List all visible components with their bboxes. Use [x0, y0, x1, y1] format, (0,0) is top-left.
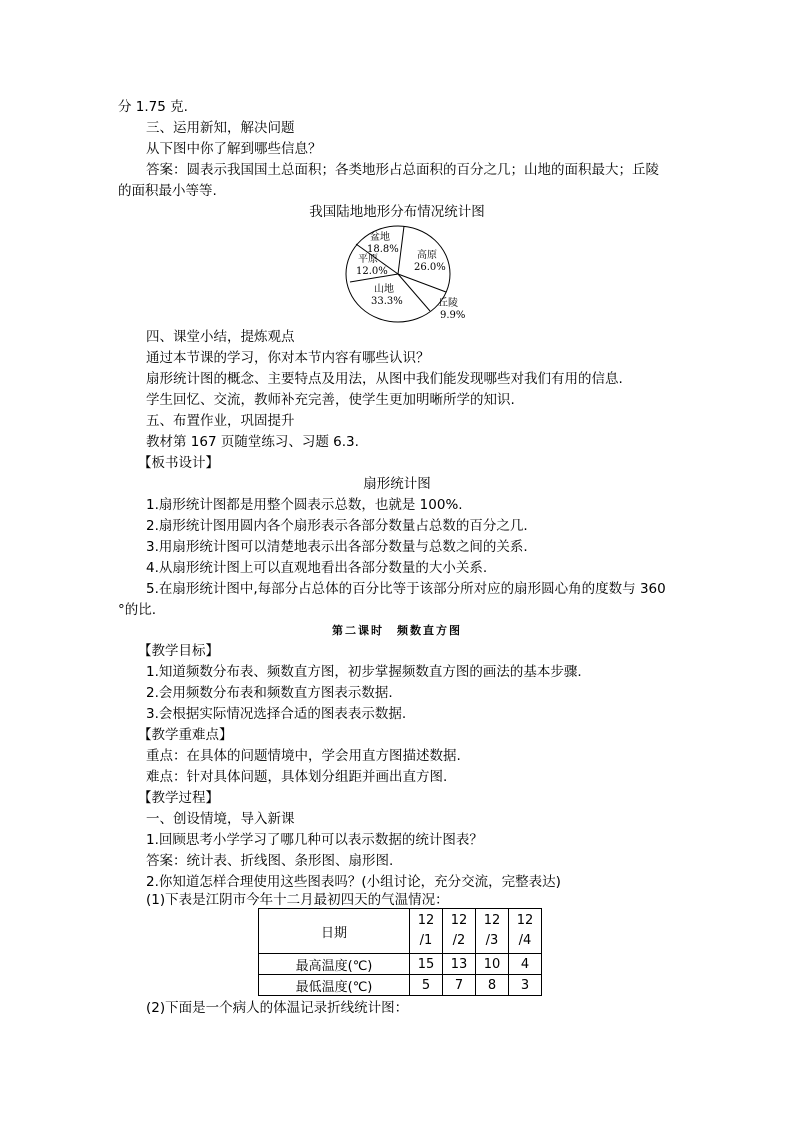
pie-divider	[398, 226, 404, 274]
slice-value: 33.3%	[371, 296, 403, 307]
table-cell: 3	[509, 975, 542, 996]
date-cell: 12 /1	[410, 909, 443, 954]
pie-chart-title: 我国陆地地形分布情况统计图	[309, 204, 485, 220]
table-cell: 8	[476, 975, 509, 996]
table-header-cell: 日期	[259, 909, 410, 954]
table-cell: 10	[476, 954, 509, 975]
table-cell: 7	[443, 975, 476, 996]
table-row	[259, 909, 542, 954]
board-item: 4.从扇形统计图上可以直观地看出各部分数量的大小关系.	[146, 560, 488, 576]
slice-value: 26.0%	[414, 262, 446, 273]
table-cell: 5	[410, 975, 443, 996]
table-cell: 15	[410, 954, 443, 975]
text-line: 3.会根据实际情况选择合适的图表表示数据.	[146, 706, 407, 722]
temperature-table	[258, 908, 542, 996]
text-line: (1)下表是江阴市今年十二月最初四天的气温情况：	[146, 892, 449, 908]
date-cell: 12 /3	[476, 909, 509, 954]
answer-line: 答案：圆表示我国国土总面积；各类地形占总面积的百分之几；山地的面积最大；丘陵	[146, 162, 659, 178]
text-line: 教材第 167 页随堂练习、习题 6.3.	[146, 434, 359, 450]
text-line: 1.回顾思考小学学习了哪几种可以表示数据的统计图表？	[146, 832, 483, 848]
slice-value: 9.9%	[440, 310, 466, 321]
slice-label: 平原	[358, 254, 378, 265]
section-heading: 三、运用新知，解决问题	[146, 120, 295, 136]
bracket-heading: 【教学过程】	[138, 790, 219, 806]
slice-label: 盆地	[370, 232, 390, 243]
table-row	[259, 975, 542, 996]
text-line: 重点：在具体的问题情境中，学会用直方图描述数据.	[146, 748, 461, 764]
text-line: 分 1.75 克.	[118, 99, 188, 115]
table-cell: 13	[443, 954, 476, 975]
row-label: 最高温度(℃)	[259, 954, 410, 975]
board-item: 5.在扇形统计图中,每部分占总体的百分比等于该部分所对应的扇形圆心角的度数与 360	[146, 581, 666, 597]
text-line: 难点：针对具体问题，具体划分组距并画出直方图.	[146, 769, 448, 785]
row-label: 最低温度(℃)	[259, 975, 410, 996]
bracket-heading: 【教学重难点】	[138, 727, 233, 743]
table-row	[259, 954, 542, 975]
answer-line: 答案：统计表、折线图、条形图、扇形图.	[146, 853, 394, 869]
slice-label: 丘陵	[438, 298, 458, 309]
text-line: 2.会用频数分布表和频数直方图表示数据.	[146, 685, 393, 701]
board-item: 2.扇形统计图用圆内各个扇形表示各部分数量占总数的百分之几.	[146, 518, 528, 534]
bracket-heading: 【教学目标】	[138, 643, 219, 659]
slice-value: 18.8%	[367, 244, 399, 255]
answer-line-cont: 的面积最小等等.	[118, 183, 217, 199]
text-line: 1.知道频数分布表、频数直方图，初步掌握频数直方图的画法的基本步骤.	[146, 664, 582, 680]
board-item-cont: °的比.	[118, 602, 157, 618]
section-heading: 五、布置作业，巩固提升	[146, 413, 295, 429]
board-item: 1.扇形统计图都是用整个圆表示总数，也就是 100%.	[146, 497, 463, 513]
question-line: 从下图中你了解到哪些信息？	[146, 141, 322, 157]
board-title: 扇形统计图	[363, 476, 431, 492]
slice-label: 高原	[417, 250, 437, 261]
text-line: 学生回忆、交流，教师补充完善，使学生更加明晰所学的知识.	[146, 392, 515, 408]
text-line: 扇形统计图的概念、主要特点及用法，从图中我们能发现哪些对我们有用的信息.	[146, 371, 623, 387]
text-line: 通过本节课的学习，你对本节内容有哪些认识？	[146, 350, 430, 366]
slice-label: 山地	[374, 284, 394, 295]
table-cell: 4	[509, 954, 542, 975]
lesson-title: 第二课时 频数直方图	[332, 624, 462, 637]
bracket-heading: 【板书设计】	[138, 455, 219, 471]
slice-value: 12.0%	[356, 266, 388, 277]
board-item: 3.用扇形统计图可以清楚地表示出各部分数量与总数之间的关系.	[146, 539, 528, 555]
section-heading: 四、课堂小结，提炼观点	[146, 329, 295, 345]
pie-chart	[342, 222, 466, 326]
text-line: (2)下面是一个病人的体温记录折线统计图：	[146, 1000, 409, 1016]
section-heading: 一、创设情境，导入新课	[146, 811, 295, 827]
date-cell: 12 /4	[509, 909, 542, 954]
text-line: 2.你知道怎样合理使用这些图表吗？(小组讨论，充分交流，完整表达)	[146, 874, 561, 890]
date-cell: 12 /2	[443, 909, 476, 954]
